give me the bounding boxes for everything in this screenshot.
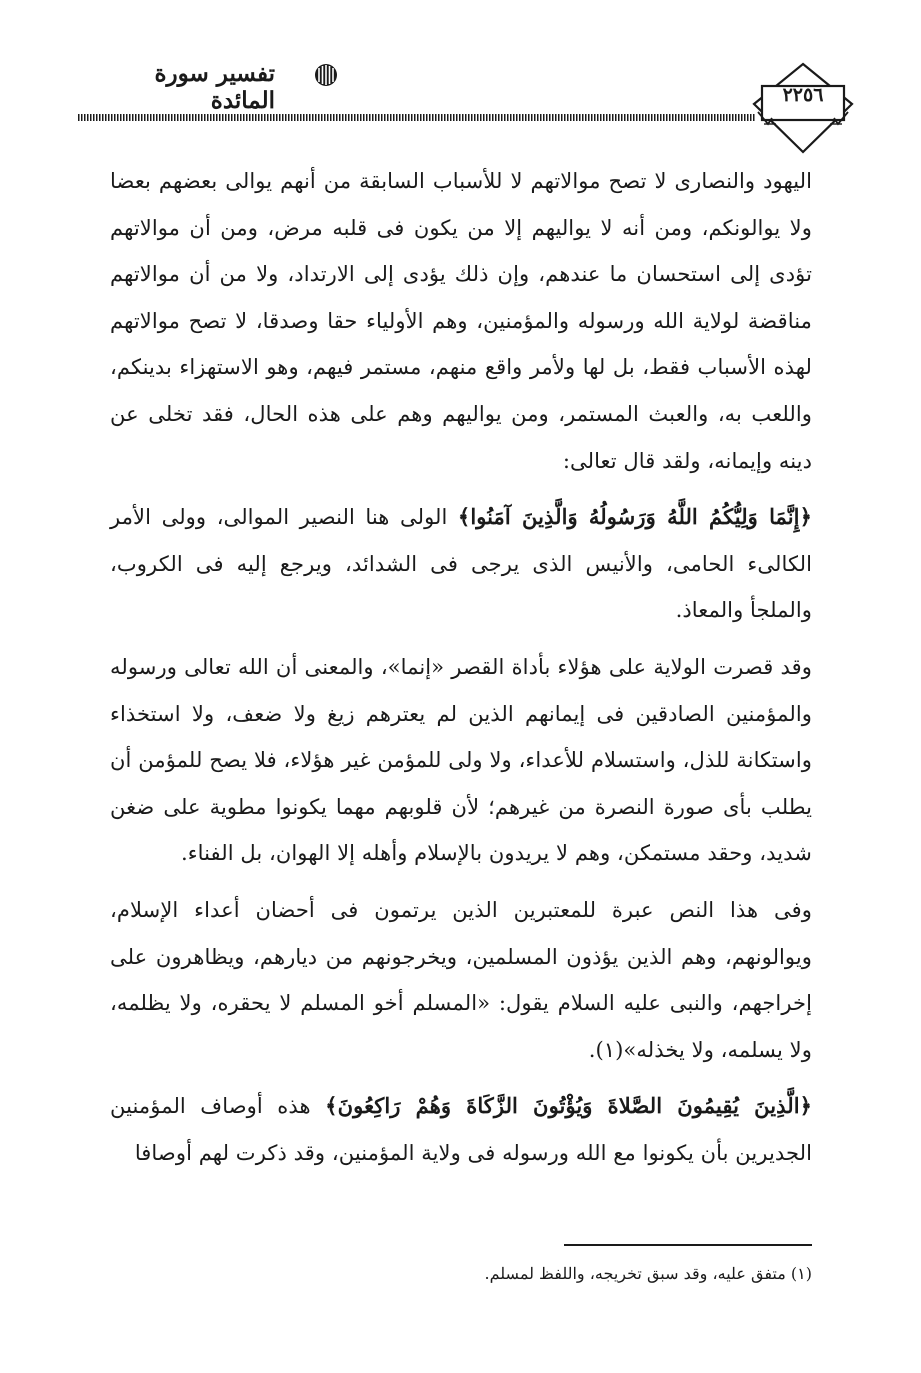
footnote: (١) متفق عليه، وقد سبق تخريجه، واللفظ لمسلم. bbox=[484, 1264, 812, 1283]
paragraph-text: الولى هنا النصير الموالى، وولى الأمر الكالىء الحامى، والأنيس الذى يرجى فى الشدائد، ويرجع إليه فى الكروب، والملجأ والمعاذ. bbox=[110, 504, 812, 623]
header-rule bbox=[78, 114, 756, 121]
paragraph bbox=[110, 494, 812, 634]
paragraph bbox=[110, 887, 812, 1073]
running-title: تفسير سورة المائدة bbox=[154, 60, 275, 114]
paragraph-text: هذه أوصاف المؤمنين الجديرين بأن يكونوا مع الله ورسوله فى ولاية المؤمنين، وقد ذكرت لهم أوصافا bbox=[110, 1093, 812, 1165]
body-text bbox=[110, 158, 812, 1176]
quran-verse: ﴿إِنَّمَا وَلِيُّكُمُ اللَّهُ وَرَسُولُهُ وَالَّذِينَ آمَنُوا﴾ bbox=[457, 504, 812, 530]
paragraph bbox=[110, 644, 812, 877]
paragraph bbox=[110, 1083, 812, 1176]
page-number: ٢٢٥٦ bbox=[782, 84, 824, 106]
ornament-icon bbox=[312, 62, 340, 88]
paragraph-text: اليهود والنصارى لا تصح موالاتهم لا للأسباب السابقة من أنهم يوالى بعضهم بعضا ولا يوالونكم، ومن أنه لا يواليهم إلا من يكون فى قلبه مرض، ومن أن موالاتهم تؤدى إلى استحسان ما عندهم، وإن ذلك يؤدى إلى الارتداد، ولا من أن موالاتهم مناقضة لولاية الله ورسوله والمؤمنين، وهم الأولياء حقا وصدقا، لا تصح موالاتهم لهذه الأسباب فقط، بل لها ولأمر واقع منهم، مستمر فيهم، وهو الاستهزاء بدينكم، واللعب به، والعبث المستمر، ومن يواليهم وهم على هذه الحال، فقد تخلى عن دينه وإيمانه، ولقد قال تعالى: bbox=[110, 168, 812, 473]
paragraph bbox=[110, 158, 812, 484]
page-header bbox=[0, 0, 921, 160]
paragraph-text: وقد قصرت الولاية على هؤلاء بأداة القصر «إنما»، والمعنى أن الله تعالى ورسوله والمؤمنين الصادقين فى إيمانهم الذين لم يعترهم زيغ ولا ضعف، ولا استخذاء واستكانة للذل، واستسلام للأعداء، ولا ولى للمؤمن غير هؤلاء، فلا يصح للمؤمن أن يطلب بأى صورة النصرة من غيرهم؛ لأن قلوبهم مهما يكونوا مطوية على ضغن شديد، وحقد مستمكن، وهم لا يريدون بالإسلام وأهله إلا الهوان، بل الفناء. bbox=[110, 653, 812, 866]
footnote-separator bbox=[564, 1244, 812, 1246]
paragraph-text: وفى هذا النص عبرة للمعتبرين الذين يرتمون فى أحضان أعداء الإسلام، ويوالونهم، وهم الذين يؤذون المسلمين، ويخرجونهم من ديارهم، ويظاهرون على إخراجهم، والنبى عليه السلام يقول: «المسلم أخو المسلم لا يحقره، ولا يظلمه، ولا يسلمه، ولا يخذله»(١). bbox=[110, 896, 812, 1062]
quran-verse: ﴿الَّذِينَ يُقِيمُونَ الصَّلاةَ وَيُؤْتُونَ الزَّكَاةَ وَهُمْ رَاكِعُونَ﴾ bbox=[325, 1093, 812, 1119]
page-number-badge bbox=[748, 62, 858, 156]
